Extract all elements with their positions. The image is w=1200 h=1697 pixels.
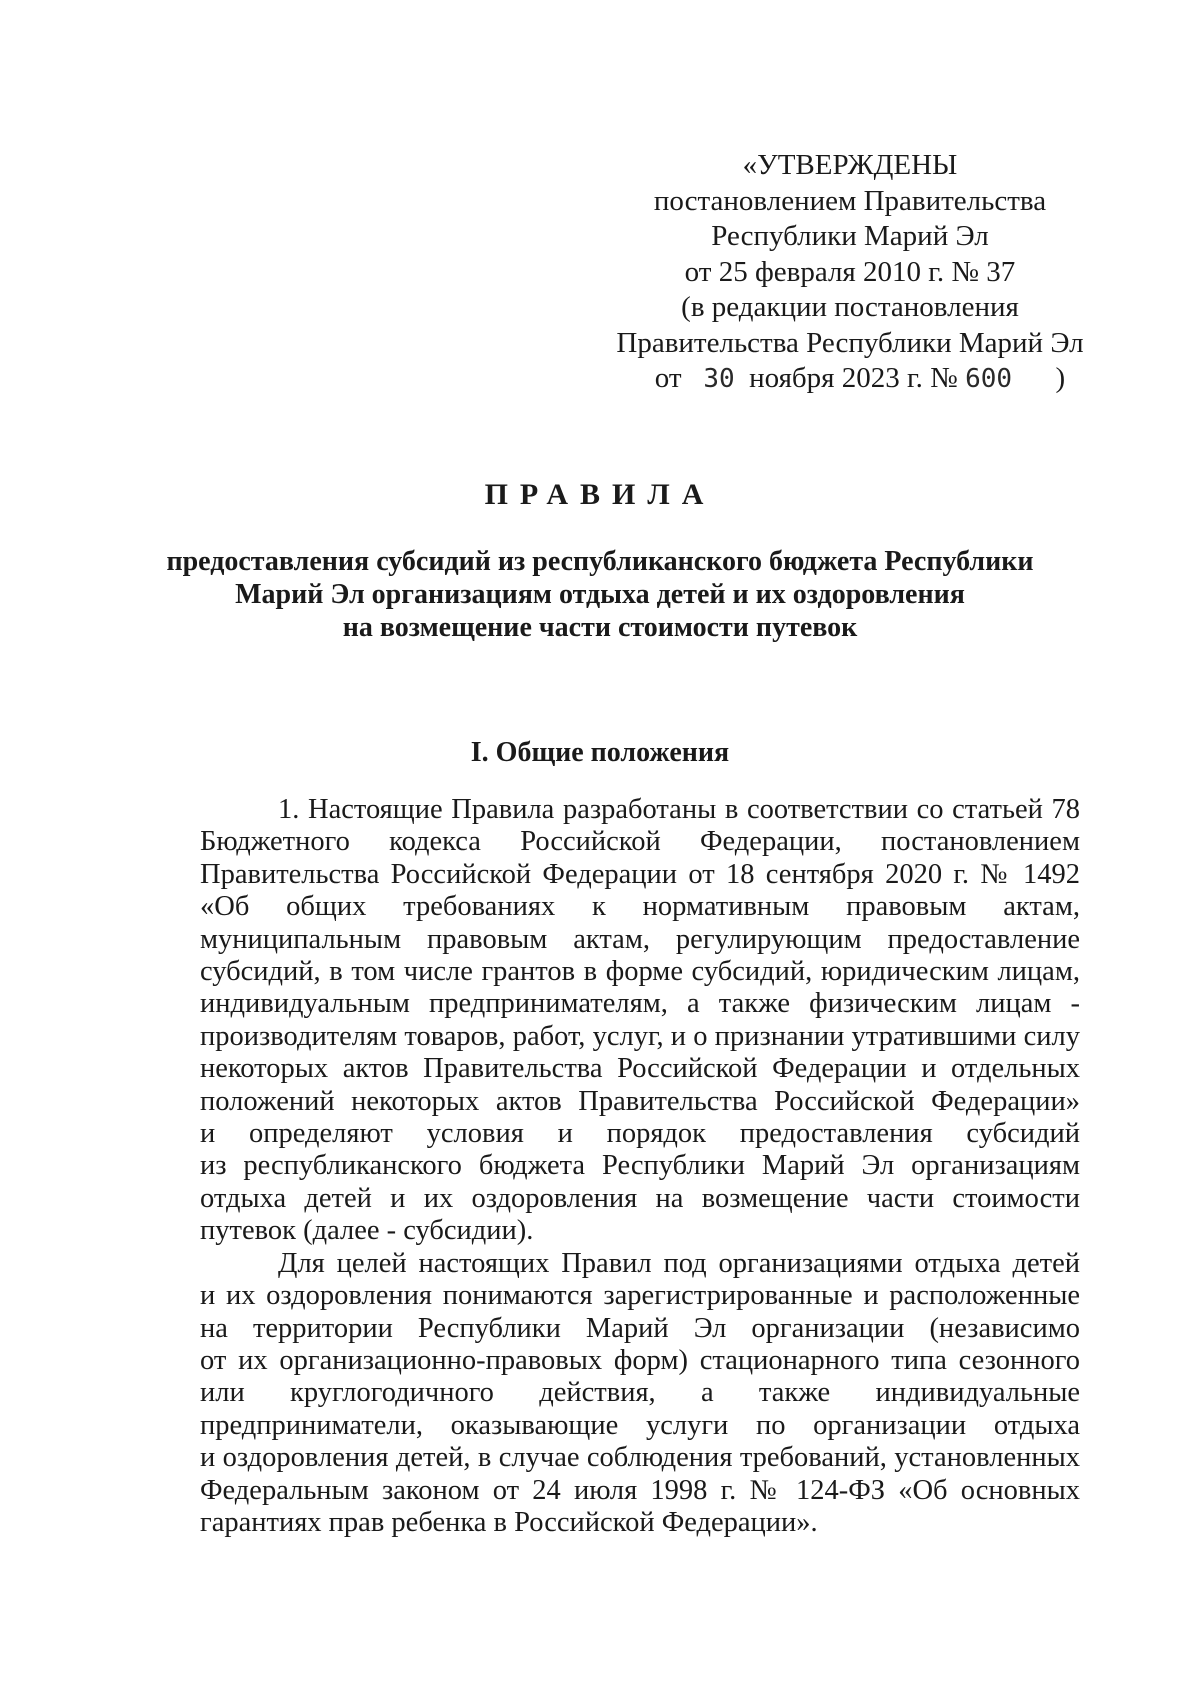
text-line: положений некоторых актов Правительства Российской Федерации» [200,1085,1080,1117]
approval-line: «УТВЕРЖДЕНЫ [742,149,958,181]
approval-line: Республики Марий Эл [711,220,989,252]
text-line: субсидий, в том числе грантов в форме субсидий, юридическим лицам, [200,956,1080,988]
approval-line: от 25 февраля 2010 г. № 37 [684,255,1016,288]
paragraph-1 [200,794,1080,1248]
text-line: некоторых актов Правительства Российской Федерации и отдельных [200,1053,1080,1085]
amendment-prefix: от [654,362,682,394]
amendment-close: ) [1055,362,1066,394]
amendment-number: 600 [965,364,1013,394]
text-line: и определяют условия и порядок предоставления субсидий [200,1118,1080,1150]
text-line: на территории Республики Марий Эл организации (независимо [200,1312,1080,1344]
amendment-middle: ноября 2023 г. № [749,362,958,394]
text-line: муниципальным правовым актам, регулирующим предоставление [200,923,1080,955]
approval-line: Правительства Республики Марий Эл [616,326,1084,359]
text-line: индивидуальным предпринимателям, а также физическим лицам - [200,988,1080,1020]
approval-line: (в редакции постановления [681,291,1019,323]
text-line: 1. Настоящие Правила разработаны в соответствии со статьей 78 [278,794,1080,825]
document-subtitle [150,545,1050,644]
document-title: ПРАВИЛА [484,478,716,511]
text-line: производителям товаров, работ, услуг, и о признании утратившими силу [200,1020,1080,1052]
text-line: Бюджетного кодекса Российской Федерации, постановлением [200,826,1080,858]
text-line: гарантиях прав ребенка в Российской Федерации». [200,1506,818,1538]
text-line: отдыха детей и их оздоровления на возмещение части стоимости [200,1182,1080,1214]
amendment-line [590,361,1110,398]
text-line: Федеральным законом от 24 июля 1998 г. № 124-ФЗ «Об основных [200,1474,1080,1506]
text-line: Для целей настоящих Правил под организациями отдыха детей [278,1247,1080,1279]
section-heading: I. Общие положения [470,737,730,768]
paragraph-2 [200,1248,1080,1540]
text-line: и их оздоровления понимаются зарегистрированные и расположенные [200,1280,1080,1312]
subtitle-line: Марий Эл организациям отдыха детей и их оздоровления [235,579,965,610]
subtitle-line: на возмещение части стоимости путевок [342,612,858,643]
subtitle-line: предоставления субсидий из республиканского бюджета Республики [166,546,1034,577]
body-text [200,794,1080,1539]
text-line: или круглогодичного действия, а также индивидуальные [200,1377,1080,1409]
text-line: из республиканского бюджета Республики Марий Эл организациям [200,1150,1080,1182]
text-line: предприниматели, оказывающие услуги по организации отдыха [200,1409,1080,1441]
text-line: от их организационно-правовых форм) стационарного типа сезонного [200,1344,1080,1376]
text-line: Правительства Российской Федерации от 18 сентября 2020 г. № 1492 [200,858,1080,890]
approval-line: постановлением Правительства [653,184,1047,217]
amendment-day: 30 [703,364,735,394]
approval-block [590,148,1110,398]
text-line: и оздоровления детей, в случае соблюдения требований, установленных [200,1442,1080,1474]
text-line: путевок (далее - субсидии). [200,1215,534,1247]
text-line: «Об общих требованиях к нормативным правовым актам, [200,891,1080,923]
